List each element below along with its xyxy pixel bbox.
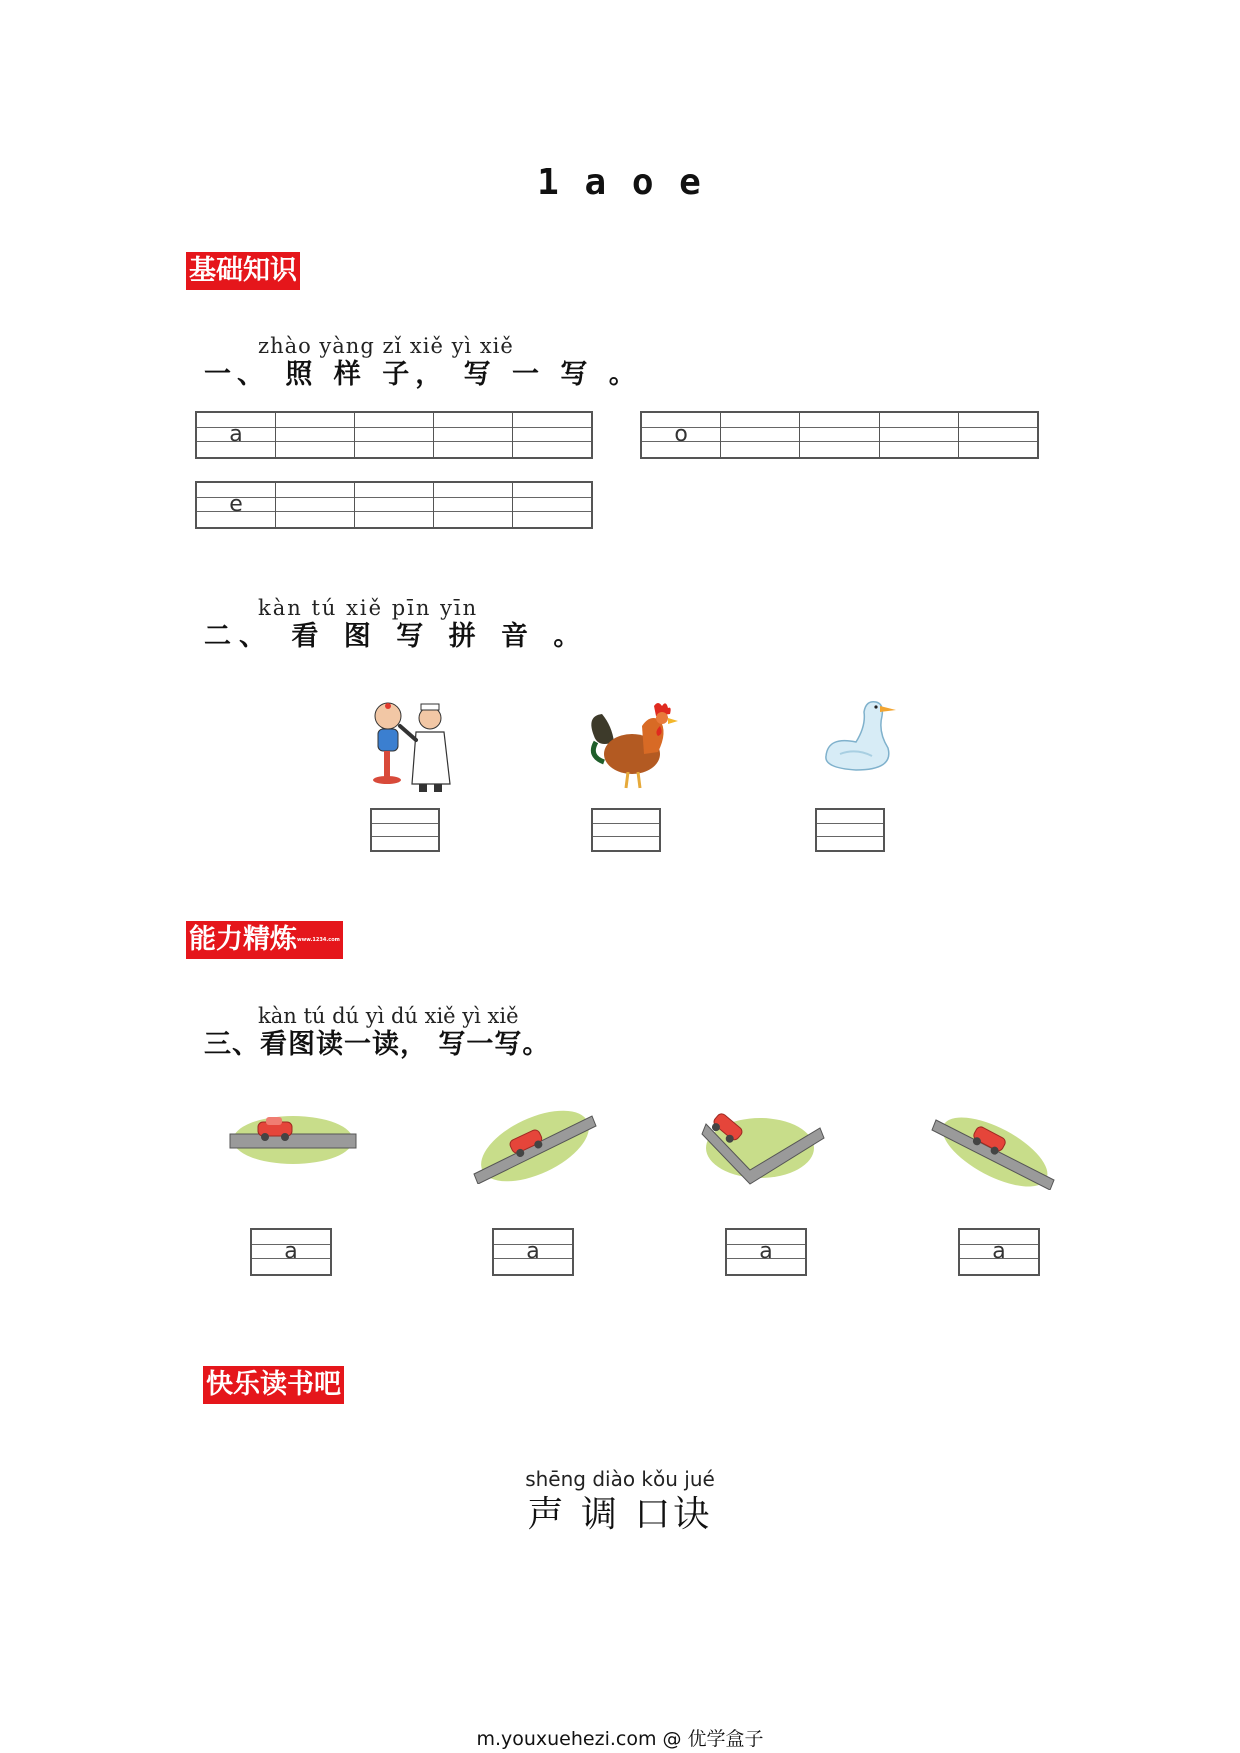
write-cell[interactable] (434, 413, 513, 457)
section-ability-small: www.1234.com (297, 937, 340, 943)
example-cell (197, 483, 276, 527)
example-letter: o (674, 422, 688, 447)
q1-prompt: 一、 照 样 子， 写 一 写 。 (204, 359, 642, 390)
tone-letter: a (526, 1239, 540, 1264)
pinyin-answer-box-1[interactable] (370, 808, 440, 852)
tone-letter: a (284, 1239, 298, 1264)
tone1-road-illustration (228, 1110, 358, 1170)
tone-answer-box-1[interactable] (250, 1228, 332, 1276)
rooster-illustration (584, 696, 684, 796)
q1-grid-e (195, 481, 593, 529)
example-cell (197, 413, 276, 457)
section-ability-label: 能力精炼 (189, 924, 297, 955)
footer-watermark: m.youxuehezi.com @ 优学盒子 (476, 1728, 764, 1750)
write-cell[interactable] (355, 413, 434, 457)
write-cell[interactable] (372, 810, 438, 850)
tone-letter: a (992, 1239, 1006, 1264)
section-reading-tag: 快乐读书吧 (203, 1366, 344, 1404)
pinyin-answer-box-2[interactable] (591, 808, 661, 852)
tone-answer-box-4[interactable] (958, 1228, 1040, 1276)
doctor-child-illustration (364, 696, 464, 796)
section-basics-tag: 基础知识 (186, 252, 300, 290)
write-cell[interactable] (880, 413, 959, 457)
write-cell[interactable] (721, 413, 800, 457)
q1-grid-o (640, 411, 1039, 459)
poem-pinyin: shēng diào kǒu jué (525, 1467, 715, 1491)
write-cell[interactable] (276, 483, 355, 527)
q3-prompt: 三、看图读一读， 写一写。 (204, 1029, 551, 1060)
tone-cell[interactable] (727, 1230, 805, 1274)
page-title: 1 a o e (537, 162, 703, 203)
tone2-road-illustration (470, 1104, 600, 1184)
write-cell[interactable] (434, 483, 513, 527)
q1-pinyin: zhào yàng zǐ xiě yì xiě (258, 334, 514, 358)
pinyin-answer-box-3[interactable] (815, 808, 885, 852)
tone-answer-box-3[interactable] (725, 1228, 807, 1276)
q3-pinyin: kàn tú dú yì dú xiě yì xiě (258, 1004, 519, 1028)
q2-prompt: 二、 看 图 写 拼 音 。 (204, 621, 589, 652)
example-letter: e (229, 492, 243, 517)
tone-cell[interactable] (960, 1230, 1038, 1274)
section-ability-tag (186, 921, 343, 959)
tone-cell[interactable] (252, 1230, 330, 1274)
write-cell[interactable] (355, 483, 434, 527)
q2-pinyin: kàn tú xiě pīn yīn (258, 596, 479, 620)
tone-answer-box-2[interactable] (492, 1228, 574, 1276)
goose-illustration (816, 696, 916, 776)
write-cell[interactable] (276, 413, 355, 457)
tone-letter: a (759, 1239, 773, 1264)
tone3-road-illustration (700, 1110, 830, 1190)
poem-title: 声 调 口诀 (527, 1494, 713, 1535)
write-cell[interactable] (513, 483, 591, 527)
write-cell[interactable] (959, 413, 1037, 457)
write-cell[interactable] (593, 810, 659, 850)
write-cell[interactable] (817, 810, 883, 850)
example-cell (642, 413, 721, 457)
write-cell[interactable] (513, 413, 591, 457)
q1-grid-a (195, 411, 593, 459)
write-cell[interactable] (800, 413, 879, 457)
tone-cell[interactable] (494, 1230, 572, 1274)
example-letter: a (229, 422, 243, 447)
tone4-road-illustration (930, 1110, 1060, 1190)
